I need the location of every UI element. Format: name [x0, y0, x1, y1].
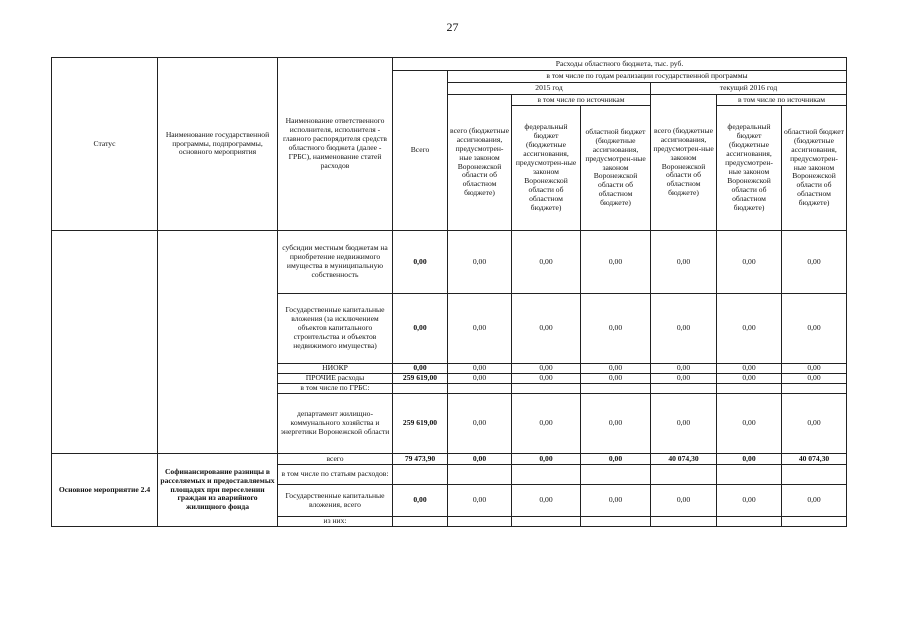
header-col-all-2016: всего (бюджетные ассигнования, предусмотрен-ные законом Воронежской области об областном бюджете): [651, 95, 717, 231]
row-value: 0,00: [651, 231, 717, 294]
row-value: [581, 465, 651, 485]
row-label: департамент жилищно-коммунального хозяйства и энергетики Воронежской области: [278, 394, 393, 454]
row-total: 0,00: [393, 231, 448, 294]
row-value: 40 074,30: [651, 454, 717, 465]
row-value: [651, 384, 717, 394]
row-value: 0,00: [717, 374, 782, 384]
row-value: 0,00: [782, 374, 847, 384]
row-value: 0,00: [782, 364, 847, 374]
row-value: 0,00: [581, 231, 651, 294]
row-total: 0,00: [393, 364, 448, 374]
row-value: [448, 384, 512, 394]
budget-table: [51, 57, 847, 527]
row-value: 0,00: [512, 485, 581, 517]
row-label: Государственные капитальные вложения (за исключением объектов капитального строительства и объектов недвижимого имущества): [278, 294, 393, 364]
row-value: [448, 517, 512, 527]
row-label: Государственные капитальные вложения, всего: [278, 485, 393, 517]
row-value: 0,00: [782, 294, 847, 364]
header-expenses: Расходы областного бюджета, тыс. руб.: [393, 58, 847, 71]
header-year-2015: 2015 год: [448, 83, 651, 95]
header-executor: Наименование ответственного исполнителя, исполнителя - главного распорядителя средств областного бюджета (далее - ГРБС), наименование статей расходов: [278, 58, 393, 231]
row-value: 0,00: [581, 294, 651, 364]
row-value: 0,00: [448, 485, 512, 517]
row-value: [512, 384, 581, 394]
row-total: 259 619,00: [393, 374, 448, 384]
row-value: 0,00: [651, 364, 717, 374]
row-total: 259 619,00: [393, 394, 448, 454]
header-program-name: Наименование государственной программы, подпрограммы, основного мероприятия: [158, 58, 278, 231]
row-value: 0,00: [581, 374, 651, 384]
header-year-2016: текущий 2016 год: [651, 83, 847, 95]
row-label: в том числе по ГРБС:: [278, 384, 393, 394]
row-value: 0,00: [512, 364, 581, 374]
row-value: 0,00: [448, 394, 512, 454]
row-label: ПРОЧИЕ расходы: [278, 374, 393, 384]
row-value: 0,00: [448, 231, 512, 294]
row-label: всего: [278, 454, 393, 465]
row-value: 0,00: [448, 294, 512, 364]
row-value: [651, 517, 717, 527]
row-value: 0,00: [581, 454, 651, 465]
row-value: 0,00: [512, 454, 581, 465]
row-value: 0,00: [512, 394, 581, 454]
row-value: [448, 465, 512, 485]
row-value: 40 074,30: [782, 454, 847, 465]
row-value: [717, 517, 782, 527]
row-total: [393, 384, 448, 394]
row-value: [782, 465, 847, 485]
page-number: 27: [446, 20, 459, 34]
header-by-years: в том числе по годам реализации государственной программы: [448, 71, 847, 83]
main-event-name: Софинансирование разницы в расселяемых и предоставляемых площадях при переселении граждан из аварийного жилищного фонда: [158, 454, 278, 527]
header-by-sources-2015: в том числе по источникам: [512, 95, 651, 106]
row-label: в том числе по статьям расходов:: [278, 465, 393, 485]
status-main-event: Основное мероприятие 2.4: [52, 454, 158, 527]
row-value: [581, 517, 651, 527]
row-value: 0,00: [651, 394, 717, 454]
row-value: [512, 465, 581, 485]
row-value: 0,00: [448, 364, 512, 374]
row-value: 0,00: [651, 374, 717, 384]
program-cell-empty: [158, 231, 278, 454]
row-value: 0,00: [717, 294, 782, 364]
row-value: 0,00: [717, 364, 782, 374]
row-total: 0,00: [393, 485, 448, 517]
row-total: [393, 517, 448, 527]
row-value: 0,00: [782, 394, 847, 454]
row-value: [782, 384, 847, 394]
header-by-sources-2016: в том числе по источникам: [717, 95, 847, 106]
row-value: 0,00: [717, 454, 782, 465]
row-total: 79 473,90: [393, 454, 448, 465]
row-value: 0,00: [717, 485, 782, 517]
status-cell-empty: [52, 231, 158, 454]
row-value: [717, 384, 782, 394]
row-value: 0,00: [581, 394, 651, 454]
header-total: Всего: [393, 71, 448, 231]
row-value: 0,00: [651, 485, 717, 517]
row-label: из них:: [278, 517, 393, 527]
row-value: [512, 517, 581, 527]
header-col-federal-2016: федеральный бюджет (бюджетные ассигнования, предусмотрен-ные законом Воронежской области об областном бюджете): [717, 106, 782, 231]
row-total: 0,00: [393, 294, 448, 364]
row-value: 0,00: [512, 231, 581, 294]
row-value: 0,00: [512, 294, 581, 364]
row-value: 0,00: [782, 485, 847, 517]
row-value: 0,00: [581, 485, 651, 517]
header-col-regional-2015: областной бюджет (бюджетные ассигнования, предусмотрен-ные законом Воронежской области об областном бюджете): [581, 106, 651, 231]
row-value: [782, 517, 847, 527]
header-col-federal-2015: федеральный бюджет (бюджетные ассигнования, предусмотрен-ные законом Воронежской области об областном бюджете): [512, 106, 581, 231]
row-value: 0,00: [448, 374, 512, 384]
row-value: 0,00: [782, 231, 847, 294]
row-label: субсидии местным бюджетам на приобретение недвижимого имущества в муниципальную собственность: [278, 231, 393, 294]
row-value: [581, 384, 651, 394]
row-label: НИОКР: [278, 364, 393, 374]
row-value: 0,00: [448, 454, 512, 465]
row-total: [393, 465, 448, 485]
row-value: 0,00: [717, 394, 782, 454]
row-value: 0,00: [651, 294, 717, 364]
row-value: [717, 465, 782, 485]
header-col-all-2015: всего (бюджетные ассигнования, предусмотрен-ные законом Воронежской области об областном бюджете): [448, 95, 512, 231]
header-col-regional-2016: областной бюджет (бюджетные ассигнования, предусмотрен-ные законом Воронежской области об областном бюджете): [782, 106, 847, 231]
row-value: 0,00: [512, 374, 581, 384]
row-value: 0,00: [581, 364, 651, 374]
row-value: [651, 465, 717, 485]
row-value: 0,00: [717, 231, 782, 294]
header-status: Статус: [52, 58, 158, 231]
